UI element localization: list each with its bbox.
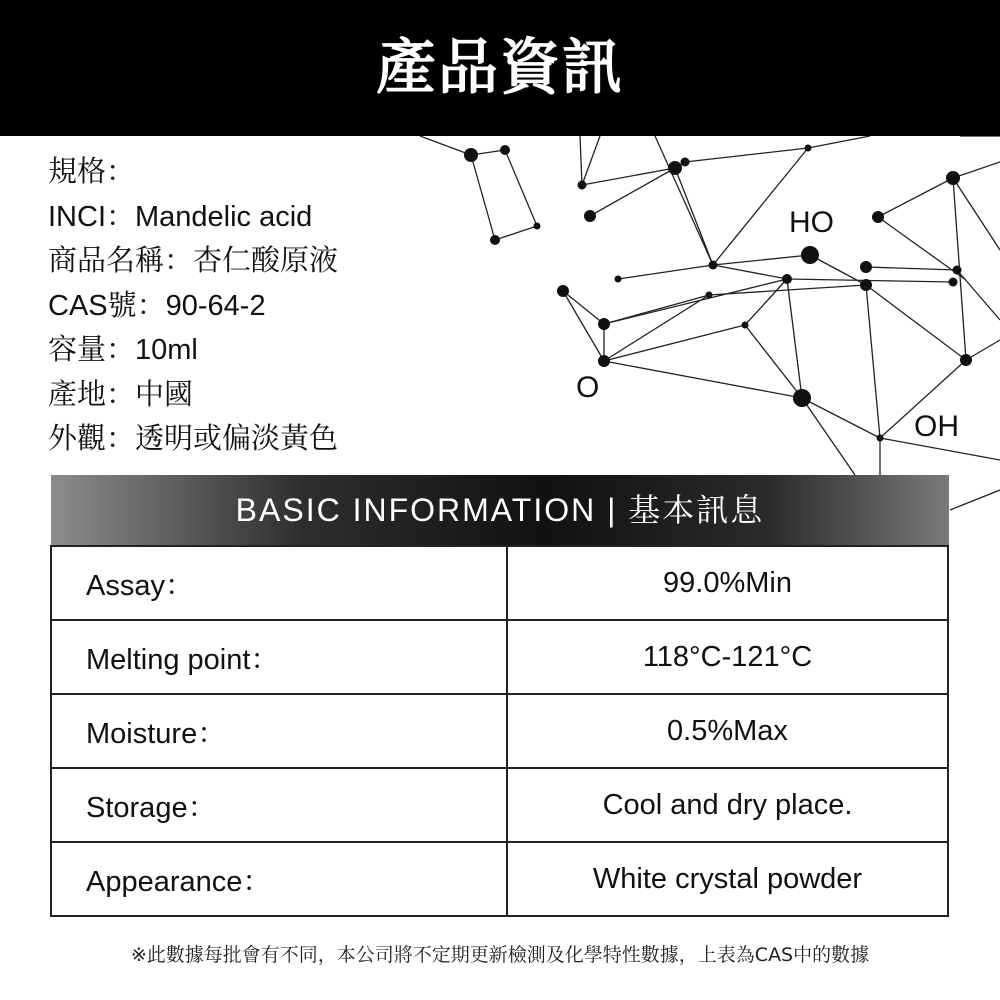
spec-list: [48, 150, 338, 462]
spec-appearance: 外觀：透明或偏淡黃色: [48, 423, 339, 455]
spec-cas: CAS號：90-64-2: [48, 289, 266, 322]
row-key-appearance: Appearance：: [51, 842, 507, 916]
row-key-melting-point: Melting point：: [51, 620, 507, 694]
table-row: [51, 546, 948, 620]
table-row: [51, 768, 948, 842]
row-value-appearance: White crystal powder: [507, 842, 948, 916]
row-value-moisture: 0.5%Max: [507, 694, 948, 768]
spec-volume: 容量：10ml: [48, 334, 198, 366]
table-row: [51, 694, 948, 768]
atom-label-ho: HO: [789, 206, 834, 239]
footnote: ※此數據每批會有不同，本公司將不定期更新檢測及化學特性數據，上表為CAS中的數據: [130, 944, 870, 966]
basic-information-banner: BASIC INFORMATION | 基本訊息: [51, 475, 949, 545]
basic-information-table: [50, 545, 949, 917]
atom-label-o: O: [576, 371, 600, 404]
row-value-melting-point: 118°C-121°C: [507, 620, 948, 694]
header-bar: [0, 0, 1000, 136]
spec-origin: 產地：中國: [48, 378, 194, 411]
row-value-storage: Cool and dry place.: [507, 768, 948, 842]
page-title: 產品資訊: [376, 33, 624, 103]
spec-heading: 規格：: [48, 156, 136, 188]
row-key-moisture: Moisture：: [51, 694, 507, 768]
table-row: [51, 842, 948, 916]
row-value-assay: 99.0%Min: [507, 546, 948, 620]
spec-product-name: 商品名稱：杏仁酸原液: [48, 245, 339, 277]
row-key-assay: Assay：: [51, 546, 507, 620]
atom-label-oh: OH: [914, 410, 959, 443]
table-row: [51, 620, 948, 694]
spec-inci: INCI：Mandelic acid: [48, 200, 313, 233]
row-key-storage: Storage：: [51, 768, 507, 842]
